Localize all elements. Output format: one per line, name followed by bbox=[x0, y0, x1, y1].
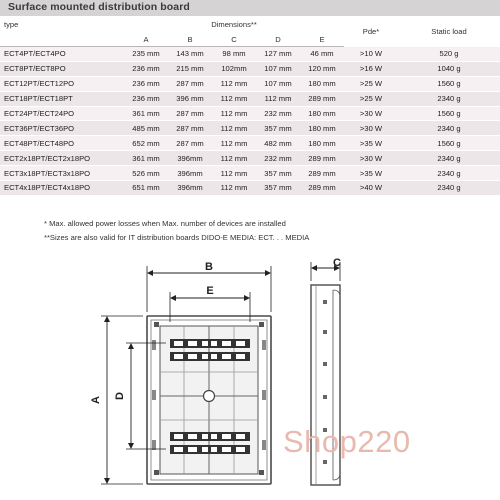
cell-d: 127 mm bbox=[256, 47, 300, 62]
cell-a: 236 mm bbox=[124, 76, 168, 91]
subheader-b: B bbox=[168, 32, 212, 47]
cell-d: 107 mm bbox=[256, 61, 300, 76]
cell-d: 112 mm bbox=[256, 91, 300, 106]
cell-c: 112 mm bbox=[212, 166, 256, 181]
page-title: Surface mounted distribution board bbox=[8, 1, 190, 13]
cell-a: 236 mm bbox=[124, 91, 168, 106]
cell-static: 1560 g bbox=[398, 76, 500, 91]
cell-a: 652 mm bbox=[124, 136, 168, 151]
cell-c: 112 mm bbox=[212, 106, 256, 121]
cell-pde: >30 W bbox=[344, 106, 398, 121]
cell-b: 287 mm bbox=[168, 106, 212, 121]
cell-b: 287 mm bbox=[168, 76, 212, 91]
front-view bbox=[147, 316, 271, 484]
cell-static: 1040 g bbox=[398, 61, 500, 76]
cell-b: 396 mm bbox=[168, 91, 212, 106]
cell-pde: >30 W bbox=[344, 121, 398, 136]
subheader-d: D bbox=[256, 32, 300, 47]
cell-type: ECT3x18PT/ECT3x18PO bbox=[0, 166, 124, 181]
cell-e: 180 mm bbox=[300, 121, 344, 136]
cell-static: 2340 g bbox=[398, 181, 500, 196]
cell-static: 1560 g bbox=[398, 106, 500, 121]
cell-static: 1560 g bbox=[398, 136, 500, 151]
label-e: E bbox=[206, 285, 214, 297]
cell-d: 482 mm bbox=[256, 136, 300, 151]
cell-static: 2340 g bbox=[398, 151, 500, 166]
cell-pde: >25 W bbox=[344, 76, 398, 91]
cell-pde: >40 W bbox=[344, 181, 398, 196]
label-a: A bbox=[90, 396, 102, 404]
cell-c: 112 mm bbox=[212, 76, 256, 91]
cell-pde: >35 W bbox=[344, 136, 398, 151]
cell-c: 112 mm bbox=[212, 121, 256, 136]
center-ring bbox=[204, 391, 215, 402]
cell-static: 520 g bbox=[398, 47, 500, 62]
col-header-type: type bbox=[0, 17, 124, 32]
dimension-c bbox=[311, 257, 341, 281]
cell-pde: >10 W bbox=[344, 47, 398, 62]
cell-d: 232 mm bbox=[256, 151, 300, 166]
cell-static: 2340 g bbox=[398, 121, 500, 136]
cell-c: 112 mm bbox=[212, 151, 256, 166]
cell-e: 180 mm bbox=[300, 106, 344, 121]
subheader-e: E bbox=[300, 32, 344, 47]
cell-a: 235 mm bbox=[124, 47, 168, 62]
cell-a: 361 mm bbox=[124, 151, 168, 166]
cell-e: 289 mm bbox=[300, 151, 344, 166]
col-header-dimensions: Dimensions** bbox=[124, 17, 344, 32]
cell-e: 46 mm bbox=[300, 47, 344, 62]
cell-type: ECT18PT/ECT18PT bbox=[0, 91, 124, 106]
footnote-sizes: **Sizes are also valid for IT distribution boards DIDO-E MEDIA: ECT. . . MEDIA bbox=[44, 233, 310, 242]
cell-d: 357 mm bbox=[256, 181, 300, 196]
cell-b: 396mm bbox=[168, 151, 212, 166]
label-d: D bbox=[114, 392, 126, 400]
cell-e: 289 mm bbox=[300, 91, 344, 106]
cell-a: 236 mm bbox=[124, 61, 168, 76]
cell-c: 98 mm bbox=[212, 47, 256, 62]
cell-type: ECT48PT/ECT48PO bbox=[0, 136, 124, 151]
cell-c: 112 mm bbox=[212, 136, 256, 151]
cell-c: 102mm bbox=[212, 61, 256, 76]
cell-d: 107 mm bbox=[256, 76, 300, 91]
cell-a: 651 mm bbox=[124, 181, 168, 196]
footnote-power: * Max. allowed power losses when Max. number of devices are installed bbox=[44, 219, 286, 228]
label-c: C bbox=[333, 257, 341, 269]
cell-e: 289 mm bbox=[300, 181, 344, 196]
cell-type: ECT8PT/ECT8PO bbox=[0, 61, 124, 76]
cell-b: 396mm bbox=[168, 181, 212, 196]
shop-watermark: Shop220 bbox=[283, 424, 411, 459]
cell-static: 2340 g bbox=[398, 91, 500, 106]
cell-b: 143 mm bbox=[168, 47, 212, 62]
cell-pde: >35 W bbox=[344, 166, 398, 181]
cell-pde: >30 W bbox=[344, 151, 398, 166]
cell-a: 485 mm bbox=[124, 121, 168, 136]
cell-type: ECT24PT/ECT24PO bbox=[0, 106, 124, 121]
subheader-c: C bbox=[212, 32, 256, 47]
cell-a: 526 mm bbox=[124, 166, 168, 181]
cell-static: 2340 g bbox=[398, 166, 500, 181]
cell-type: ECT4x18PT/ECT4x18PO bbox=[0, 181, 124, 196]
cell-a: 361 mm bbox=[124, 106, 168, 121]
cell-c: 112 mm bbox=[212, 181, 256, 196]
cell-pde: >25 W bbox=[344, 91, 398, 106]
cell-type: ECT4PT/ECT4PO bbox=[0, 47, 124, 62]
label-b: B bbox=[205, 261, 213, 273]
cell-b: 287 mm bbox=[168, 121, 212, 136]
cell-pde: >16 W bbox=[344, 61, 398, 76]
cell-e: 180 mm bbox=[300, 76, 344, 91]
cell-type: ECT12PT/ECT12PO bbox=[0, 76, 124, 91]
cell-b: 287 mm bbox=[168, 136, 212, 151]
subheader-a: A bbox=[124, 32, 168, 47]
cell-d: 232 mm bbox=[256, 106, 300, 121]
cell-type: ECT36PT/ECT36PO bbox=[0, 121, 124, 136]
cell-b: 396mm bbox=[168, 166, 212, 181]
cell-type: ECT2x18PT/ECT2x18PO bbox=[0, 151, 124, 166]
cell-b: 215 mm bbox=[168, 61, 212, 76]
col-header-static: Static load bbox=[398, 17, 500, 47]
cell-c: 112 mm bbox=[212, 91, 256, 106]
col-header-pde: Pde* bbox=[344, 17, 398, 47]
cell-e: 289 mm bbox=[300, 166, 344, 181]
cell-e: 120 mm bbox=[300, 61, 344, 76]
cell-d: 357 mm bbox=[256, 166, 300, 181]
cell-d: 357 mm bbox=[256, 121, 300, 136]
cell-e: 180 mm bbox=[300, 136, 344, 151]
